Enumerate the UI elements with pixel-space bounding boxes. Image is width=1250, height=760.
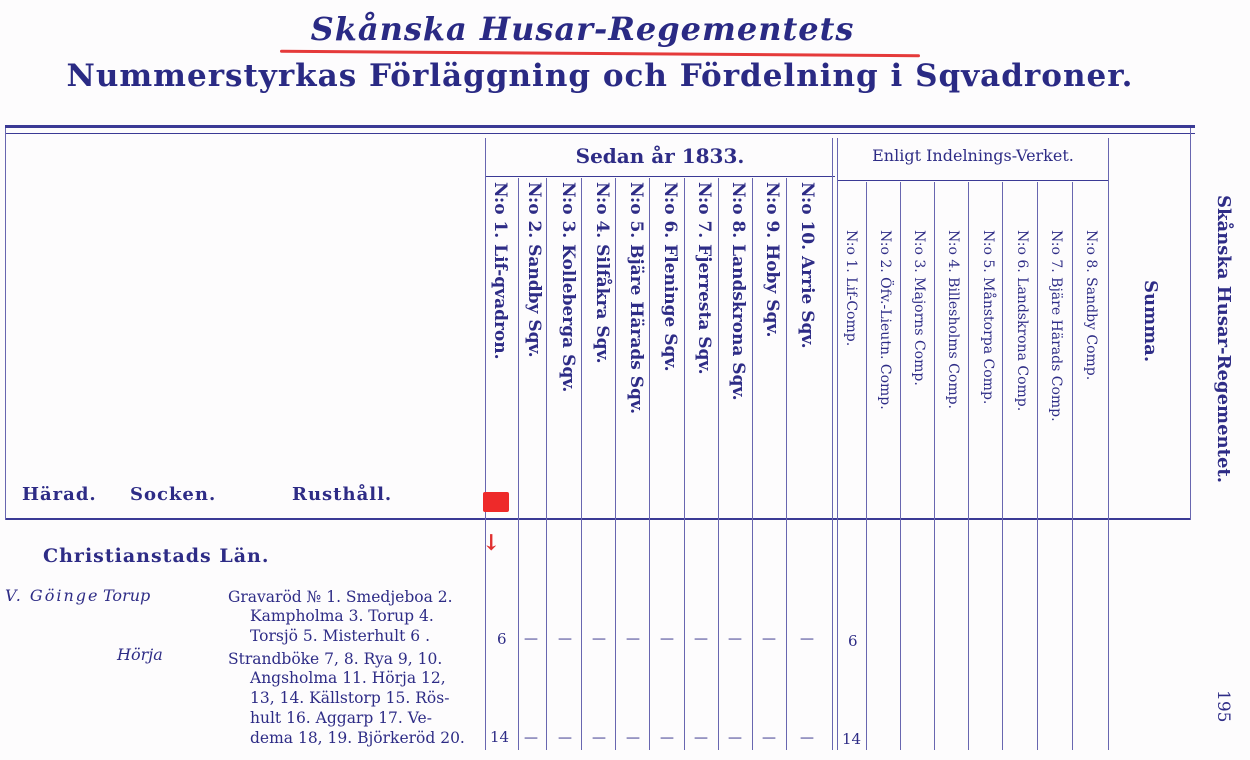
column-summa: Summa. <box>1140 280 1161 363</box>
squadron-column-rule <box>518 178 519 750</box>
company-label: N:o 2. Öfv.-Lieutn. Comp. <box>877 230 893 410</box>
dash: — <box>660 730 674 746</box>
value-sqv1-row1: 6 <box>497 630 507 648</box>
dash: — <box>728 730 742 746</box>
company-column-rule <box>1072 182 1073 750</box>
column-rusthall: Rusthåll. <box>292 484 393 505</box>
squadron-column-rule <box>752 178 753 750</box>
red-arrow-icon: ↓ <box>482 530 501 556</box>
top-rule-thin <box>5 133 1195 134</box>
header-bottom-rule <box>5 518 1190 520</box>
rusthall-line: Kampholma 3. Torup 4. <box>250 607 434 625</box>
group-sedan-1833: Sedan år 1833. <box>575 144 745 168</box>
rusthall-line: Torsjö 5. Misterhult 6 . <box>250 627 430 645</box>
company-label: N:o 8. Sandby Comp. <box>1083 230 1099 381</box>
dash: — <box>800 631 814 647</box>
column-harad: Härad. <box>22 484 97 505</box>
dash: — <box>762 631 776 647</box>
sqv-end-rule <box>832 138 833 750</box>
squadron-label: N:o 10. Arrie Sqv. <box>797 182 817 349</box>
company-label: N:o 6. Landskrona Comp. <box>1014 230 1030 412</box>
company-column-rule <box>1002 182 1003 750</box>
dash: — <box>558 631 572 647</box>
rusthall-line: hult 16. Aggarp 17. Ve- <box>250 709 432 727</box>
company-label: N:o 1. Lif-Comp. <box>843 230 859 347</box>
dash: — <box>660 631 674 647</box>
company-column-rule <box>866 182 867 750</box>
dash: — <box>762 730 776 746</box>
company-column-rule <box>968 182 969 750</box>
top-rule <box>5 125 1195 128</box>
enligt-underline <box>838 180 1108 181</box>
summa-rule-right <box>1190 128 1191 520</box>
squadron-column-rule <box>546 178 547 750</box>
sedan-underline <box>485 176 835 177</box>
squadron-label: N:o 6. Fleninge Sqv. <box>660 182 680 372</box>
left-border <box>5 128 6 520</box>
value-comp1-row1: 6 <box>848 632 858 650</box>
red-mark <box>483 492 509 512</box>
dash: — <box>524 730 538 746</box>
squadron-label: N:o 8. Landskrona Sqv. <box>728 182 748 401</box>
dash: — <box>800 730 814 746</box>
comp-start-rule <box>837 138 838 750</box>
group-enligt-indelnings-verket: Enligt Indelnings-Verket. <box>872 146 1074 165</box>
company-column-rule <box>934 182 935 750</box>
squadron-label: N:o 4. Silfåkra Sqv. <box>592 182 612 364</box>
squadron-column-rule <box>615 178 616 750</box>
squadron-column-rule <box>718 178 719 750</box>
column-socken: Socken. <box>130 484 217 505</box>
value-sqv1-row2: 14 <box>490 728 510 746</box>
company-label: N:o 3. Majorns Comp. <box>911 230 927 386</box>
squadron-column-rule <box>581 178 582 750</box>
socken-name: Torup <box>103 586 151 605</box>
company-label: N:o 4. Billesholms Comp. <box>945 230 961 410</box>
squadron-label: N:o 5. Bjäre Härads Sqv. <box>626 182 646 415</box>
regiment-title: Skånska Husar-Regementets <box>310 10 855 48</box>
socken-name: Hörja <box>117 645 163 664</box>
rusthall-line: 13, 14. Källstorp 15. Rös- <box>250 689 450 707</box>
rusthall-line: Strandböke 7, 8. Rya 9, 10. <box>228 650 443 668</box>
squadron-column-rule <box>786 178 787 750</box>
side-running-title: Skånska Husar-Regementet. <box>1213 195 1234 483</box>
main-title: Nummerstyrkas Förläggning och Fördelning i Sqvadroner. <box>66 58 1134 94</box>
company-column-rule <box>1037 182 1038 750</box>
squadron-label: N:o 7. Fjerresta Sqv. <box>694 182 714 375</box>
company-column-rule <box>900 182 901 750</box>
rusthall-line: dema 18, 19. Björkeröd 20. <box>250 729 465 747</box>
red-underline <box>280 50 920 57</box>
page-number: 195 <box>1213 690 1233 723</box>
squadron-column-rule <box>684 178 685 750</box>
dash: — <box>728 631 742 647</box>
rusthall-line: Angsholma 11. Hörja 12, <box>250 669 446 687</box>
sqv-start-rule <box>485 138 486 750</box>
squadron-label: N:o 1. Lif-qvadron. <box>490 182 510 360</box>
squadron-label: N:o 2. Sandby Sqv. <box>524 182 544 358</box>
dash: — <box>558 730 572 746</box>
dash: — <box>524 631 538 647</box>
dash: — <box>592 730 606 746</box>
dash: — <box>592 631 606 647</box>
company-label: N:o 5. Månstorpa Comp. <box>980 230 996 405</box>
dash: — <box>626 730 640 746</box>
squadron-column-rule <box>649 178 650 750</box>
dash: — <box>694 631 708 647</box>
summa-rule-left <box>1108 138 1109 750</box>
dash: — <box>626 631 640 647</box>
company-label: N:o 7. Bjäre Härads Comp. <box>1048 230 1064 422</box>
dash: — <box>694 730 708 746</box>
lan-heading: Christianstads Län. <box>43 545 270 567</box>
squadron-label: N:o 9. Hoby Sqv. <box>762 182 782 338</box>
harad-name: V. Göinge <box>5 586 100 605</box>
squadron-label: N:o 3. Kolleberga Sqv. <box>558 182 578 393</box>
value-comp1-row2: 14 <box>842 730 862 748</box>
rusthall-line: Gravaröd № 1. Smedjeboa 2. <box>228 588 453 606</box>
